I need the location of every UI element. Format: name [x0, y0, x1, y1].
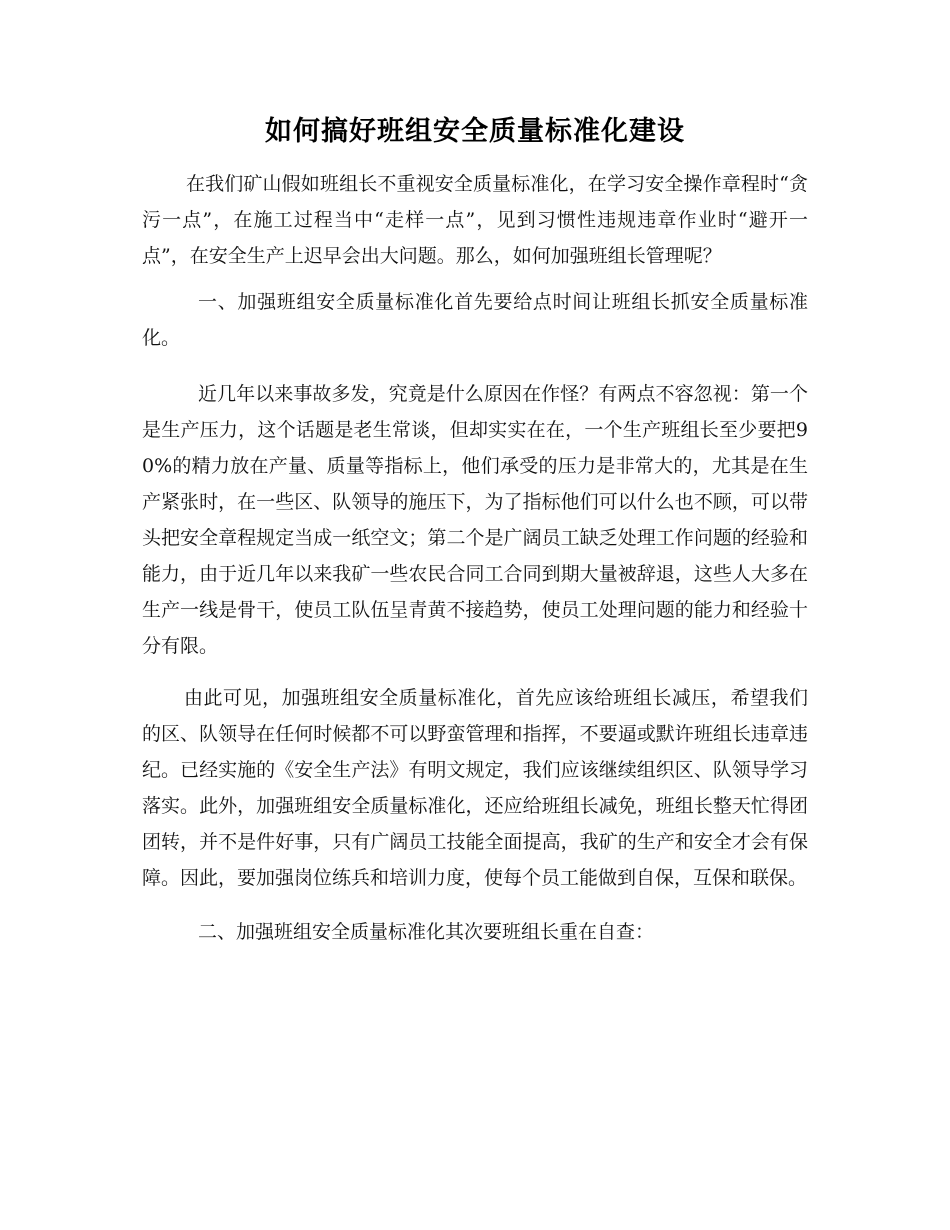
paragraph-section-one-heading: 一、加强班组安全质量标准化首先要给点时间让班组长抓安全质量标准化。 — [142, 291, 808, 349]
document-title: 如何搞好班组安全质量标准化建设 — [265, 116, 685, 147]
paragraph-section-two-heading: 二、加强班组安全质量标准化其次要班组长重在自查： — [198, 921, 655, 943]
paragraph-intro: 在我们矿山假如班组长不重视安全质量标准化，在学习安全操作章程时“贪污一点”，在施工过程当中“走样一点”，见到习惯性违规违章作业时“避开一点”，在安全生产上迟早会出大问题。那么，如何加强班组长管理呢？ — [142, 173, 808, 267]
paragraph-measures: 由此可见，加强班组安全质量标准化，首先应该给班组长减压，希望我们的区、队领导在任何时候都不可以野蛮管理和指挥，不要逼或默许班组长违章违纪。已经实施的《安全生产法》有明文规定，我们应该继续组织区、队领导学习落实。此外，加强班组安全质量标准化，还应给班组长减免，班组长整天忙得团团转，并不是件好事，只有广阔员工技能全面提高，我矿的生产和安全才会有保障。因此，要加强岗位练兵和培训力度，使每个员工能做到自保，互保和联保。 — [142, 687, 808, 889]
document-body — [142, 166, 808, 950]
paragraph-causes: 近几年以来事故多发，究竟是什么原因在作怪？有两点不容忽视：第一个是生产压力，这个话题是老生常谈，但却实实在在，一个生产班组长至少要把90%的精力放在产量、质量等指标上，他们承受的压力是非常大的，尤其是在生产紧张时，在一些区、队领导的施压下，为了指标他们可以什么也不顾，可以带头把安全章程规定当成一纸空文；第二个是广阔员工缺乏处理工作问题的经验和能力，由于近几年以来我矿一些农民合同工合同到期大量被辞退，这些人大多在生产一线是骨干，使员工队伍呈青黄不接趋势，使员工处理问题的能力和经验十分有限。 — [142, 383, 808, 657]
